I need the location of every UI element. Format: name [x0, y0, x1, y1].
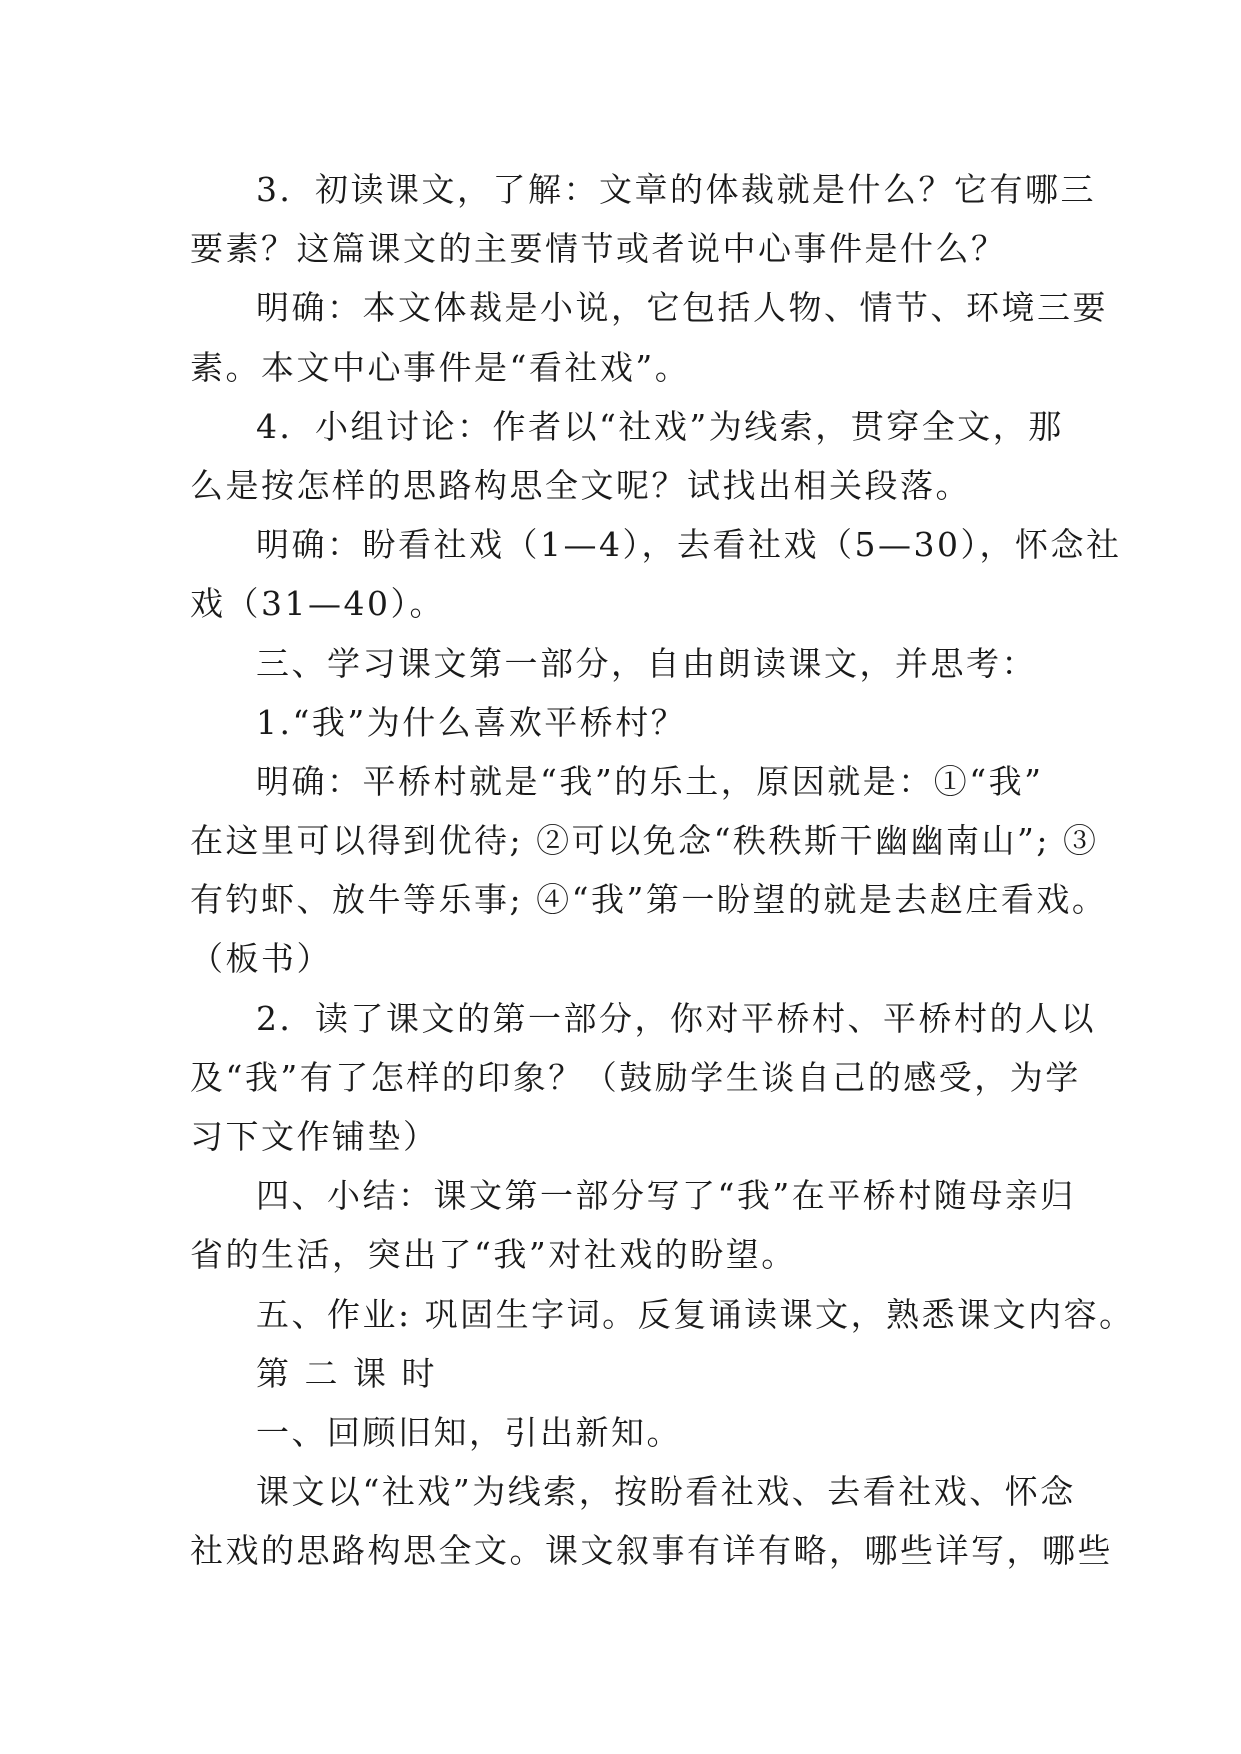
text-line-18: 四、小结：课文第一部分写了“我”在平桥村随母亲归	[256, 1176, 1076, 1216]
text-line-5: 4．小组讨论：作者以“社戏”为线索，贯穿全文，那	[256, 406, 1064, 446]
text-line-13: 有钓虾、放牛等乐事; ④“我”第一盼望的就是去赵庄看戏。	[190, 880, 1108, 920]
text-line-24: 社戏的思路构思全文。课文叙事有详有略，哪些详写，哪些	[190, 1531, 1113, 1571]
text-line-3: 明确：本文体裁是小说，它包括人物、情节、环境三要	[256, 288, 1108, 328]
text-line-22: 一、回顾旧知，引出新知。	[256, 1412, 682, 1452]
text-line-7: 明确：盼看社戏（1—4），去看社戏（5—30），怀念社	[256, 525, 1122, 565]
text-line-15: 2．读了课文的第一部分，你对平桥村、平桥村的人以	[256, 998, 1096, 1038]
text-line-8: 戏（31—40）。	[190, 584, 445, 624]
text-line-23: 课文以“社戏”为线索，按盼看社戏、去看社戏、怀念	[256, 1472, 1076, 1512]
text-line-12: 在这里可以得到优待; ②可以免念“秩秩斯干幽幽南山”; ③	[190, 821, 1099, 861]
text-line-19: 省的生活，突出了“我”对社戏的盼望。	[190, 1235, 797, 1275]
text-line-11: 明确：平桥村就是“我”的乐土，原因就是：①“我”	[256, 761, 1044, 801]
text-line-20: 五、作业: 巩固生字词。反复诵读课文，熟悉课文内容。	[256, 1294, 1135, 1334]
text-line-4: 素。本文中心事件是“看社戏”。	[190, 347, 691, 387]
text-line-17: 习下文作铺垫）	[190, 1117, 439, 1156]
text-line-10: 1.“我”为什么喜欢平桥村？	[256, 702, 687, 742]
text-line-9: 三、学习课文第一部分，自由朗读课文，并思考：	[256, 643, 1037, 683]
text-line-1: 3．初读课文，了解：文章的体裁就是什么？它有哪三	[256, 170, 1096, 209]
lesson-heading: 第 二 课 时	[256, 1353, 437, 1393]
text-line-16: 及“我”有了怎样的印象？（鼓励学生谈自己的感受，为学	[190, 1057, 1081, 1097]
document-body	[190, 160, 1135, 1581]
text-line-14: （板书）	[190, 939, 332, 979]
text-line-6: 么是按怎样的思路构思全文呢？试找出相关段落。	[190, 465, 971, 505]
text-line-2: 要素？这篇课文的主要情节或者说中心事件是什么？	[190, 229, 1007, 269]
